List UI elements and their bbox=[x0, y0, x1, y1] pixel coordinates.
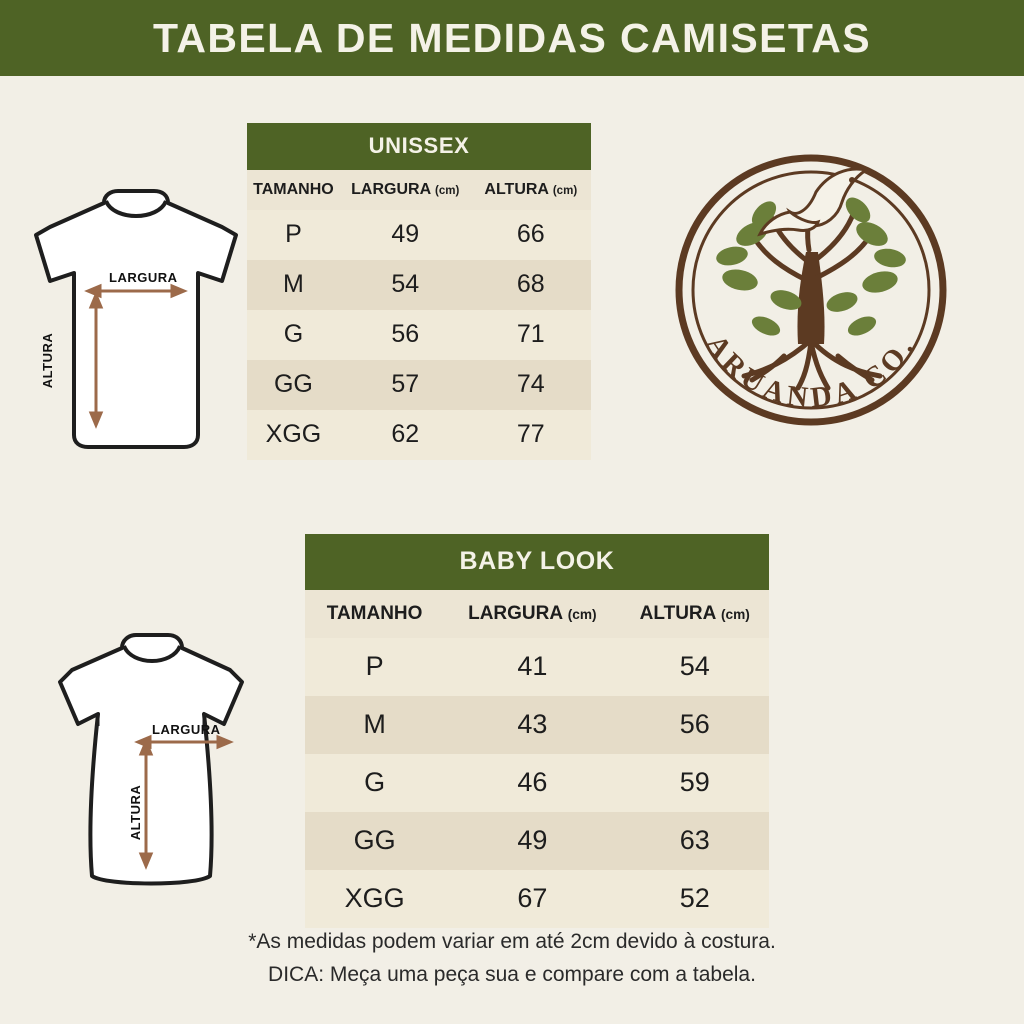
babylook-shirt-diagram bbox=[46, 630, 256, 900]
unissex-largura-label: LARGURA bbox=[109, 270, 178, 285]
cell-largura: 54 bbox=[340, 260, 471, 310]
unissex-size-table bbox=[247, 123, 591, 460]
cell-largura: 46 bbox=[444, 754, 620, 812]
cell-largura: 62 bbox=[340, 410, 471, 460]
cell-altura: 66 bbox=[471, 210, 591, 260]
cell-size: P bbox=[247, 210, 340, 260]
unissex-table-title: UNISSEX bbox=[247, 123, 591, 170]
footer-line-1: *As medidas podem variar em até 2cm devido à costura. bbox=[248, 930, 776, 953]
cell-altura: 71 bbox=[471, 310, 591, 360]
brand-name: ARUANDA CO. bbox=[699, 329, 923, 415]
cell-altura: 77 bbox=[471, 410, 591, 460]
babylook-shirt-svg bbox=[46, 630, 256, 895]
cell-size: XGG bbox=[305, 870, 444, 928]
col-head-tamanho: TAMANHO bbox=[247, 170, 340, 210]
babylook-altura-label: ALTURA bbox=[128, 784, 144, 841]
tree-of-life-dove-icon bbox=[666, 130, 956, 450]
brand-logo bbox=[666, 130, 956, 450]
cell-largura: 49 bbox=[340, 210, 471, 260]
col-head-altura: ALTURA (cm) bbox=[471, 170, 591, 210]
unissex-header-row bbox=[247, 170, 591, 210]
cell-size: GG bbox=[247, 360, 340, 410]
babylook-largura-label: LARGURA bbox=[152, 722, 221, 737]
cell-size: GG bbox=[305, 812, 444, 870]
cell-size: M bbox=[305, 696, 444, 754]
cell-altura: 74 bbox=[471, 360, 591, 410]
cell-altura: 54 bbox=[621, 638, 770, 696]
col-head-largura: LARGURA (cm) bbox=[340, 170, 471, 210]
cell-altura: 63 bbox=[621, 812, 770, 870]
cell-altura: 52 bbox=[621, 870, 770, 928]
unissex-shirt-diagram bbox=[26, 185, 246, 460]
footer-notes bbox=[0, 925, 1024, 991]
table-row bbox=[247, 260, 591, 310]
header-bar bbox=[0, 0, 1024, 76]
cell-altura: 56 bbox=[621, 696, 770, 754]
cell-largura: 57 bbox=[340, 360, 471, 410]
col-head-largura: LARGURA (cm) bbox=[444, 590, 620, 638]
cell-size: P bbox=[305, 638, 444, 696]
babylook-table-title: BABY LOOK bbox=[305, 534, 769, 590]
cell-largura: 41 bbox=[444, 638, 620, 696]
col-head-tamanho: TAMANHO bbox=[305, 590, 444, 638]
cell-altura: 68 bbox=[471, 260, 591, 310]
table-row bbox=[305, 696, 769, 754]
col-head-altura: ALTURA (cm) bbox=[621, 590, 770, 638]
table-row bbox=[247, 310, 591, 360]
table-row bbox=[305, 638, 769, 696]
babylook-size-table bbox=[305, 534, 769, 928]
cell-largura: 67 bbox=[444, 870, 620, 928]
cell-altura: 59 bbox=[621, 754, 770, 812]
babylook-header-row bbox=[305, 590, 769, 638]
table-row bbox=[247, 210, 591, 260]
unissex-altura-label: ALTURA bbox=[40, 332, 56, 389]
cell-largura: 56 bbox=[340, 310, 471, 360]
footer-line-2: DICA: Meça uma peça sua e compare com a tabela. bbox=[268, 963, 756, 986]
table-row bbox=[247, 360, 591, 410]
table-row bbox=[305, 870, 769, 928]
table-row bbox=[305, 754, 769, 812]
page-title: TABELA DE MEDIDAS CAMISETAS bbox=[152, 14, 872, 61]
cell-size: G bbox=[247, 310, 340, 360]
cell-largura: 43 bbox=[444, 696, 620, 754]
cell-size: M bbox=[247, 260, 340, 310]
table-row bbox=[305, 812, 769, 870]
table-row bbox=[247, 410, 591, 460]
cell-largura: 49 bbox=[444, 812, 620, 870]
cell-size: XGG bbox=[247, 410, 340, 460]
unissex-shirt-svg bbox=[26, 185, 246, 455]
cell-size: G bbox=[305, 754, 444, 812]
